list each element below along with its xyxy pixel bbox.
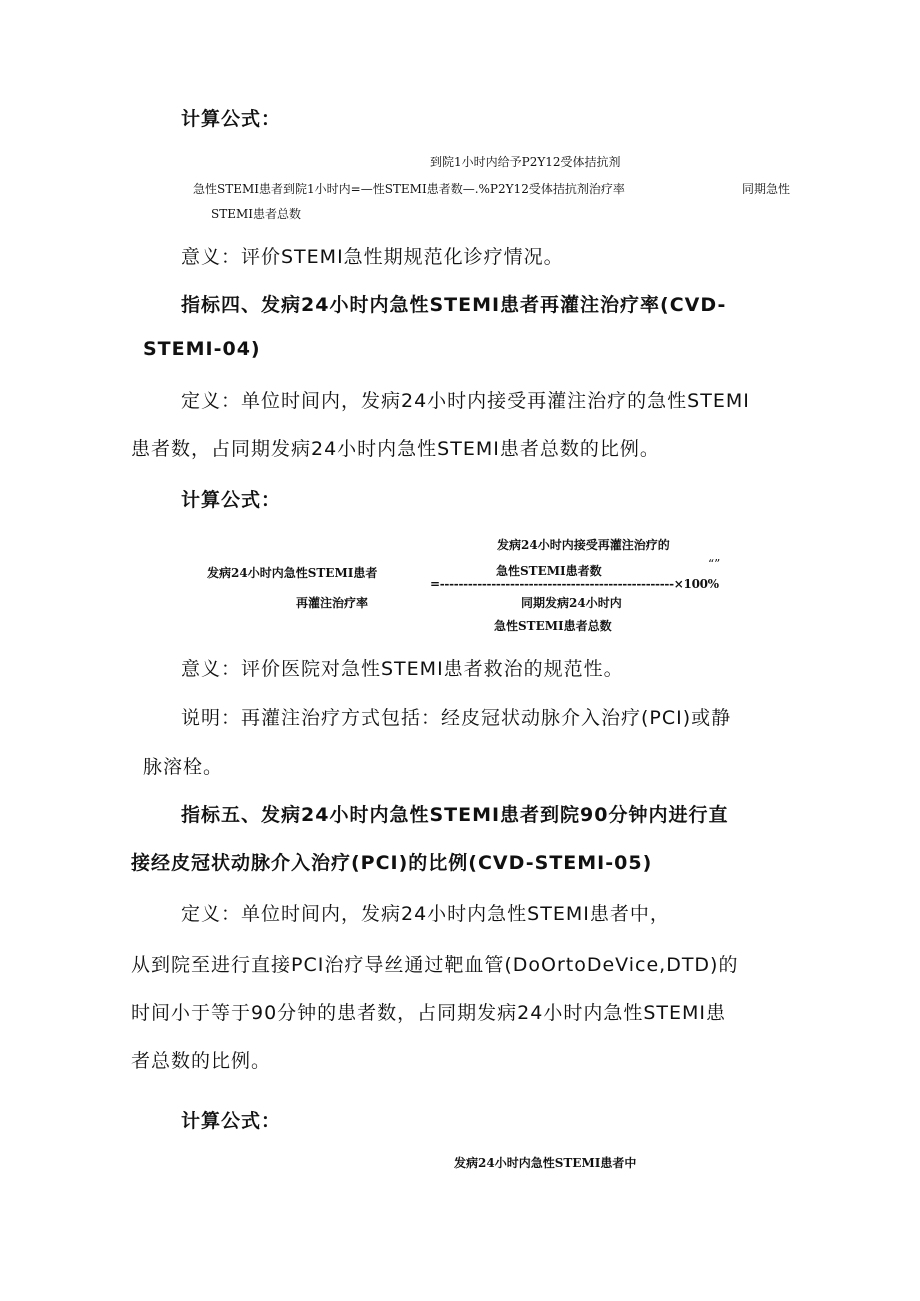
formula-left-line1: 发病24小时内急性STEMI患者: [207, 566, 378, 580]
definition-text: 定义：单位时间内，发病24小时内急性STEMI患者中，: [181, 903, 670, 925]
formula-numerator: 到院1小时内给予P2Y12受体拮抗剂: [430, 155, 621, 169]
formula-denominator: STEMI患者总数: [211, 207, 302, 221]
formula-left: 急性STEMI患者到院1小时内=—性STEMI患者数—.%P2Y12受体拮抗剂治疗率: [193, 182, 625, 196]
definition-text-cont: 者总数的比例。: [131, 1050, 272, 1072]
meaning-text: 意义：评价医院对急性STEMI患者救治的规范性。: [181, 658, 624, 680]
formula-fraction-line: =--------------------------------------------------×100%: [430, 577, 719, 591]
formula-numerator-line1: 发病24小时内急性STEMI患者中: [454, 1156, 637, 1170]
note-text: 说明：再灌注治疗方式包括：经皮冠状动脉介入治疗(PCI)或静: [181, 707, 732, 729]
formula-left-line2: 再灌注治疗率: [296, 596, 369, 610]
calc-formula-label: 计算公式：: [181, 108, 282, 130]
indicator-4-heading: 指标四、发病24小时内急性STEMI患者再灌注治疗率(CVD-: [181, 294, 727, 316]
indicator-5-heading-cont: 接经皮冠状动脉介入治疗(PCI)的比例(CVD-STEMI-05): [131, 852, 653, 874]
definition-text-cont: 时间小于等于90分钟的患者数，占同期发病24小时内急性STEMI患: [131, 1002, 727, 1024]
formula-denominator-line2: 急性STEMI患者总数: [494, 619, 612, 633]
calc-formula-label: 计算公式：: [181, 489, 282, 511]
indicator-4-heading-cont: STEMI-04): [143, 338, 261, 360]
formula-denominator-line1: 同期发病24小时内: [521, 596, 622, 610]
indicator-5-heading: 指标五、发病24小时内急性STEMI患者到院90分钟内进行直: [181, 804, 729, 826]
note-text-cont: 脉溶栓。: [143, 756, 224, 778]
meaning-text: 意义：评价STEMI急性期规范化诊疗情况。: [181, 246, 564, 268]
formula-right: 同期急性: [742, 182, 791, 196]
formula-quote-mark: “”: [708, 557, 721, 571]
formula-numerator-line2: 急性STEMI患者数: [496, 564, 602, 578]
calc-formula-label: 计算公式：: [181, 1110, 282, 1132]
definition-text-cont: 患者数，占同期发病24小时内急性STEMI患者总数的比例。: [131, 438, 660, 460]
definition-text: 定义：单位时间内，发病24小时内接受再灌注治疗的急性STEMI: [181, 390, 750, 412]
definition-text-cont: 从到院至进行直接PCI治疗导丝通过靶血管(DoOrtoDeVice,DTD)的: [131, 954, 739, 976]
formula-numerator-line1: 发病24小时内接受再灌注治疗的: [497, 538, 670, 552]
